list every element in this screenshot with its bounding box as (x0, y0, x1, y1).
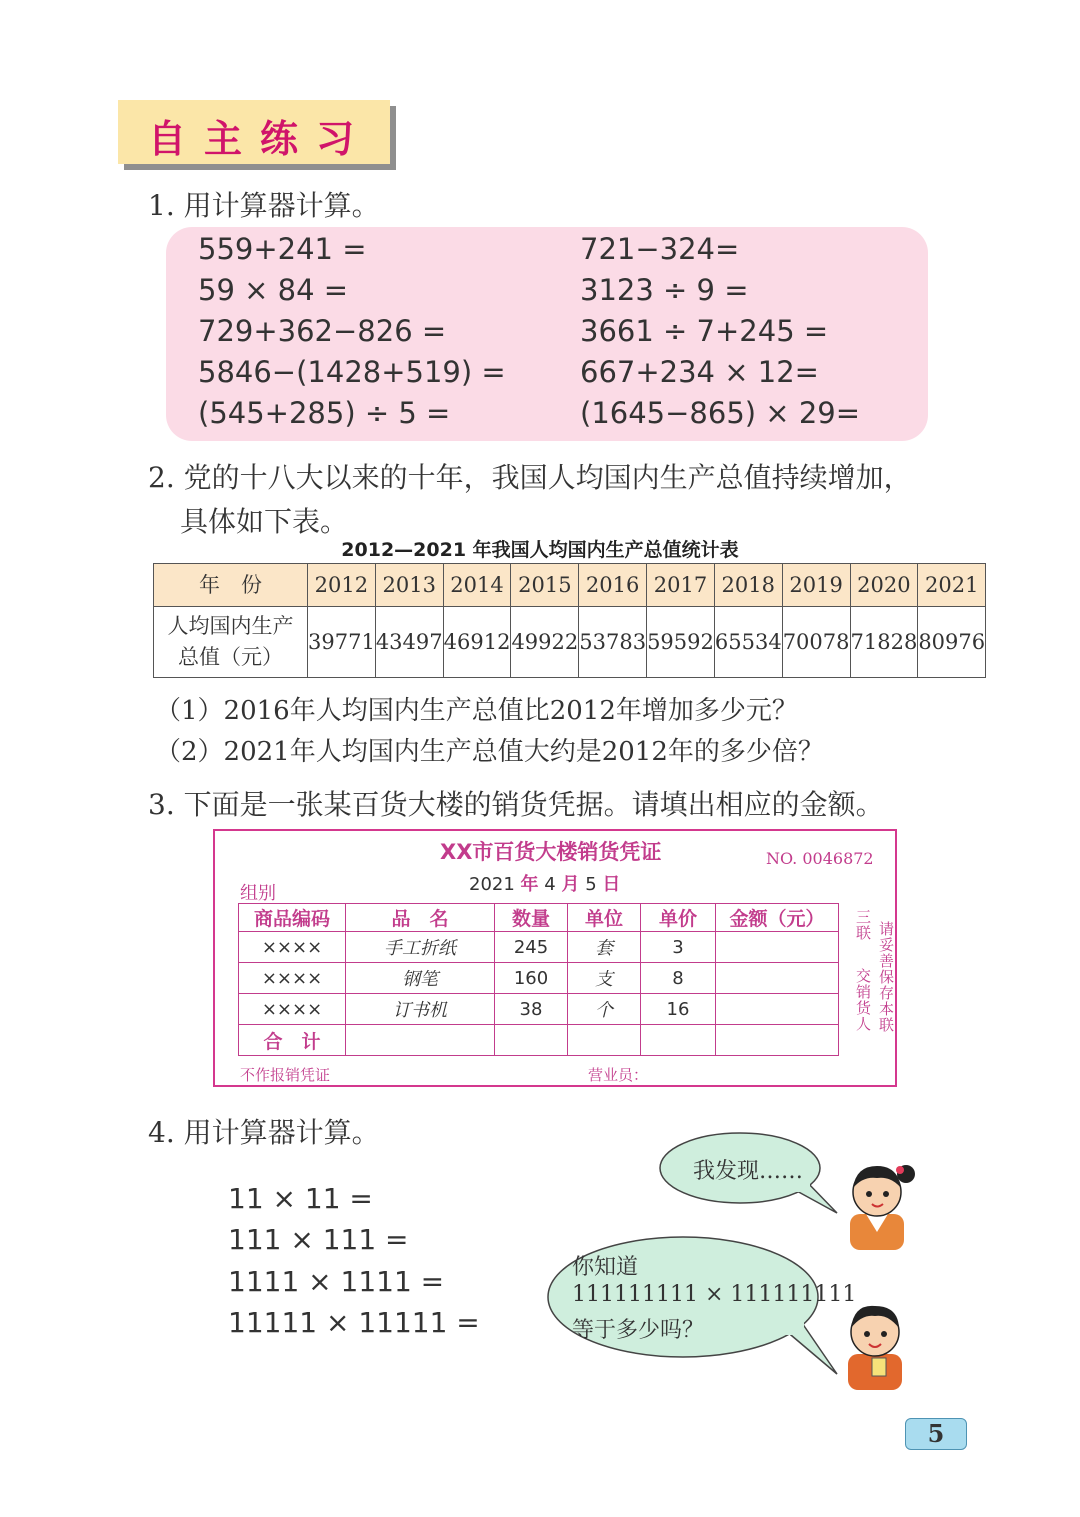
item-amount-blank (716, 994, 839, 1025)
expr-right-5: (1645−865) × 29= (580, 396, 861, 430)
expr-left-1: 559+241 = (198, 232, 367, 266)
expr-right-2: 3123 ÷ 9 = (580, 273, 749, 307)
table-header-row (154, 564, 986, 607)
year-cell: 2012 (308, 564, 376, 607)
total-blank (641, 1025, 716, 1056)
mult-expr-1: 11 × 11 = (228, 1182, 373, 1215)
q3-prompt: 3. 下面是一张某百货大楼的销货凭据。请填出相应的金额。 (148, 788, 884, 821)
item-qty: 160 (495, 963, 568, 994)
q2-sub1: （1）2016年人均国内生产总值比2012年增加多少元？ (155, 696, 798, 726)
year-cell: 2021 (918, 564, 986, 607)
date-year-label: 年 (520, 874, 539, 895)
date-day-label: 日 (602, 874, 621, 895)
expr-left-5: (545+285) ÷ 5 = (198, 396, 451, 430)
item-unit: 支 (568, 963, 641, 994)
item-price: 16 (641, 994, 716, 1025)
receipt-header-cell: 单位 (568, 904, 641, 932)
row-header-year: 年 份 (154, 564, 308, 607)
value-cell: 71828 (850, 607, 918, 678)
expr-left-2: 59 × 84 = (198, 273, 349, 307)
item-amount-blank (716, 963, 839, 994)
total-label: 合 计 (239, 1025, 346, 1056)
date-month: 4 (544, 874, 556, 895)
year-cell: 2017 (647, 564, 715, 607)
receipt-footer-left: 不作报销凭证 (240, 1066, 331, 1084)
section-title: 自主练习 (148, 117, 373, 161)
item-name: 手工折纸 (346, 932, 495, 963)
year-cell: 2015 (511, 564, 579, 607)
expr-right-4: 667+234 × 12= (580, 355, 819, 389)
year-cell: 2018 (714, 564, 782, 607)
value-cell: 49922 (511, 607, 579, 678)
receipt-title: XX市百货大楼销货凭证 (440, 840, 662, 864)
item-name: 钢笔 (346, 963, 495, 994)
receipt-header-cell: 商品编码 (239, 904, 346, 932)
year-cell: 2013 (375, 564, 443, 607)
receipt-row (239, 932, 839, 963)
date-year: 2021 (469, 874, 515, 895)
mult-expr-4: 11111 × 11111 = (228, 1306, 480, 1339)
receipt-header-cell: 数量 (495, 904, 568, 932)
expr-right-3: 3661 ÷ 7+245 = (580, 314, 829, 348)
total-blank (495, 1025, 568, 1056)
mult-expr-2: 111 × 111 = (228, 1223, 409, 1256)
expr-right-1: 721−324= (580, 232, 740, 266)
receipt-row (239, 963, 839, 994)
total-blank (568, 1025, 641, 1056)
item-code: ×××× (239, 963, 346, 994)
gdp-table (153, 563, 986, 678)
receipt-header-cell: 单价 (641, 904, 716, 932)
total-blank (716, 1025, 839, 1056)
row-header-value-line1: 人均国内生产 (167, 614, 294, 638)
mult-expr-3: 1111 × 1111 = (228, 1265, 445, 1298)
value-cell: 53783 (579, 607, 647, 678)
receipt-footer-right: 营业员： (588, 1066, 649, 1084)
date-month-label: 月 (561, 874, 580, 895)
year-cell: 2019 (782, 564, 850, 607)
boy-illustration-icon (838, 1298, 912, 1390)
bubble2-line1: 你知道 (572, 1255, 639, 1280)
receipt-header-cell: 品 名 (346, 904, 495, 932)
q2-prompt-line2: 具体如下表。 (180, 505, 349, 538)
year-cell: 2014 (443, 564, 511, 607)
bubble2-line2: 111111111 × 111111111 (572, 1282, 857, 1307)
item-amount-blank (716, 932, 839, 963)
value-cell: 70078 (782, 607, 850, 678)
item-code: ×××× (239, 994, 346, 1025)
section-title-banner (118, 100, 390, 164)
value-cell: 80976 (918, 607, 986, 678)
bubble2-line3: 等于多少吗？ (572, 1318, 705, 1343)
receipt-date (469, 870, 620, 896)
year-cell: 2016 (579, 564, 647, 607)
item-price: 8 (641, 963, 716, 994)
value-cell: 59592 (647, 607, 715, 678)
page-number: 5 (905, 1418, 967, 1450)
total-blank (346, 1025, 495, 1056)
value-cell: 65534 (714, 607, 782, 678)
item-unit: 个 (568, 994, 641, 1025)
expr-left-4: 5846−(1428+519) = (198, 355, 506, 389)
receipt-total-row (239, 1025, 839, 1056)
expr-left-3: 729+362−826 = (198, 314, 447, 348)
q2-prompt-line1: 2. 党的十八大以来的十年，我国人均国内生产总值持续增加， (148, 461, 912, 494)
value-cell: 43497 (375, 607, 443, 678)
q2-sub2: （2）2021年人均国内生产总值大约是2012年的多少倍？ (155, 737, 824, 767)
item-unit: 套 (568, 932, 641, 963)
item-qty: 245 (495, 932, 568, 963)
receipt-header-row (239, 904, 839, 932)
item-price: 3 (641, 932, 716, 963)
group-label: 组别 (240, 883, 276, 904)
table-value-row (154, 607, 986, 678)
row-header-value-line2: 总值（元） (178, 645, 283, 669)
side-text-copy: 三联 (854, 909, 872, 941)
table-title: 2012—2021 年我国人均国内生产总值统计表 (341, 539, 739, 561)
item-qty: 38 (495, 994, 568, 1025)
item-code: ×××× (239, 932, 346, 963)
side-text-keep: 请妥善保存本联 (877, 921, 895, 1033)
bubble1-text: 我发现…… (693, 1159, 804, 1184)
row-header-value (154, 607, 308, 678)
side-text-deliver: 交销货人 (854, 968, 872, 1032)
item-name: 订书机 (346, 994, 495, 1025)
value-cell: 46912 (443, 607, 511, 678)
receipt-table (238, 903, 839, 1056)
receipt-number: NO. 0046872 (766, 849, 874, 868)
q1-prompt: 1. 用计算器计算。 (148, 189, 380, 222)
girl-illustration-icon (836, 1158, 920, 1250)
receipt-row (239, 994, 839, 1025)
value-cell: 39771 (308, 607, 376, 678)
date-day: 5 (585, 874, 597, 895)
q4-prompt: 4. 用计算器计算。 (148, 1116, 380, 1149)
year-cell: 2020 (850, 564, 918, 607)
receipt-header-cell: 金额（元） (716, 904, 839, 932)
